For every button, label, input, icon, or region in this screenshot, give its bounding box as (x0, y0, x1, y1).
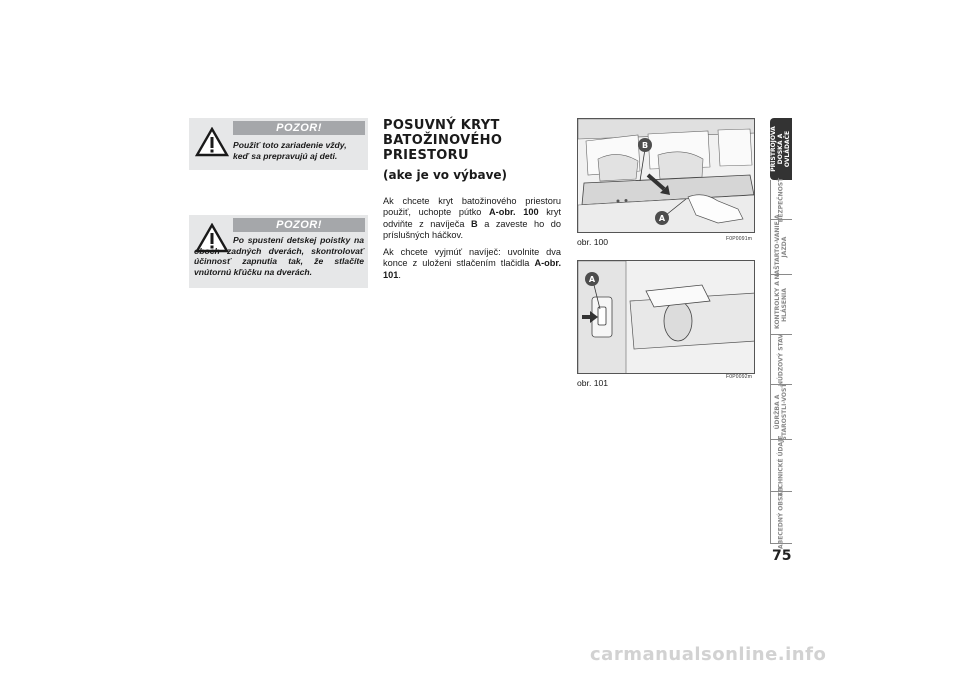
tab-label: KONTROLKY A HLÁSENIA (773, 280, 788, 329)
paragraph-text: a zaveste ho do príslušných háčkov. (383, 218, 561, 241)
figure-100-image (577, 118, 755, 233)
tab-label: ABECEDNÝ OBSAH (777, 486, 785, 549)
warning-text: Po spustení detskej poistky na oboch zadných dverách, skontrolovať účinnosť zapnutia tak, že stlačíte vnútornú kľúčku na dverách. (194, 235, 364, 277)
tab-label: PRÍSTROJOVÁ DOSKA A OVLÁDAČE (769, 126, 791, 172)
paragraph-1 (383, 196, 561, 242)
figure-101-code: F0P0092m (726, 374, 753, 380)
roller-removal-illustration (578, 261, 755, 374)
paragraph-2 (383, 247, 561, 281)
trunk-cover-illustration (578, 119, 755, 233)
figure-reference: A-obr. 100 (489, 207, 539, 218)
warning-triangle-icon (195, 127, 229, 157)
page-number: 75 (772, 548, 792, 564)
tab-label: NAŠTARTO-VANIE A JAZDA (773, 214, 788, 280)
tab-label: ÚDRŽBA A STAROSTLI-VOSŤ (773, 383, 788, 441)
tab-abecedny-obsah[interactable] (770, 486, 792, 549)
tab-label: BEZPEČNOSŤ (777, 177, 785, 222)
tab-udrzba[interactable] (770, 385, 792, 440)
figure-100-label: obr. 100 (577, 237, 609, 247)
section-title: POSUVNÝ KRYT BATOŽINOVÉHO PRIESTORU (383, 118, 503, 163)
section-subtitle: (ake je vo výbave) (383, 168, 508, 182)
warning-title: POZOR! (233, 218, 365, 232)
paragraph-text: kryt odviňte z navíječa (383, 207, 561, 229)
callout-b-label: B (641, 141, 649, 150)
callout-a-label: A (588, 275, 596, 284)
tab-label: TECHNICKÉ ÚDAJE (777, 435, 785, 496)
paragraph-text: . (398, 269, 401, 280)
paragraph-text: Ak chcete kryt batožinového priestoru použiť, uchopte pútko (383, 196, 561, 218)
warning-text: Použiť toto zariadenie vždy, keď sa prepravujú aj deti. (233, 140, 347, 161)
paragraph-text: Ak chcete vyjmúť navíječ: uvolnite dva konce z uloženi stlačením tlačidla (383, 247, 561, 269)
callout-a-label: A (658, 214, 666, 223)
watermark-footer[interactable]: carmanualsonline.info (590, 644, 827, 665)
warning-box-2 (189, 215, 368, 288)
figure-100-code: F0P0091m (726, 236, 753, 242)
tab-label: NÚDZOVÝ STAV (777, 333, 785, 386)
figure-reference: A-obr. 101 (383, 258, 561, 280)
warning-box-1 (189, 118, 368, 170)
part-reference: B (471, 218, 478, 229)
tab-kontrolky[interactable] (770, 275, 792, 335)
figure-101-image (577, 260, 755, 374)
figure-101-label: obr. 101 (577, 378, 609, 388)
warning-title: POZOR! (233, 121, 365, 135)
tab-nudzovy-stav[interactable] (770, 335, 792, 385)
tab-nastartovanie[interactable] (770, 214, 792, 280)
